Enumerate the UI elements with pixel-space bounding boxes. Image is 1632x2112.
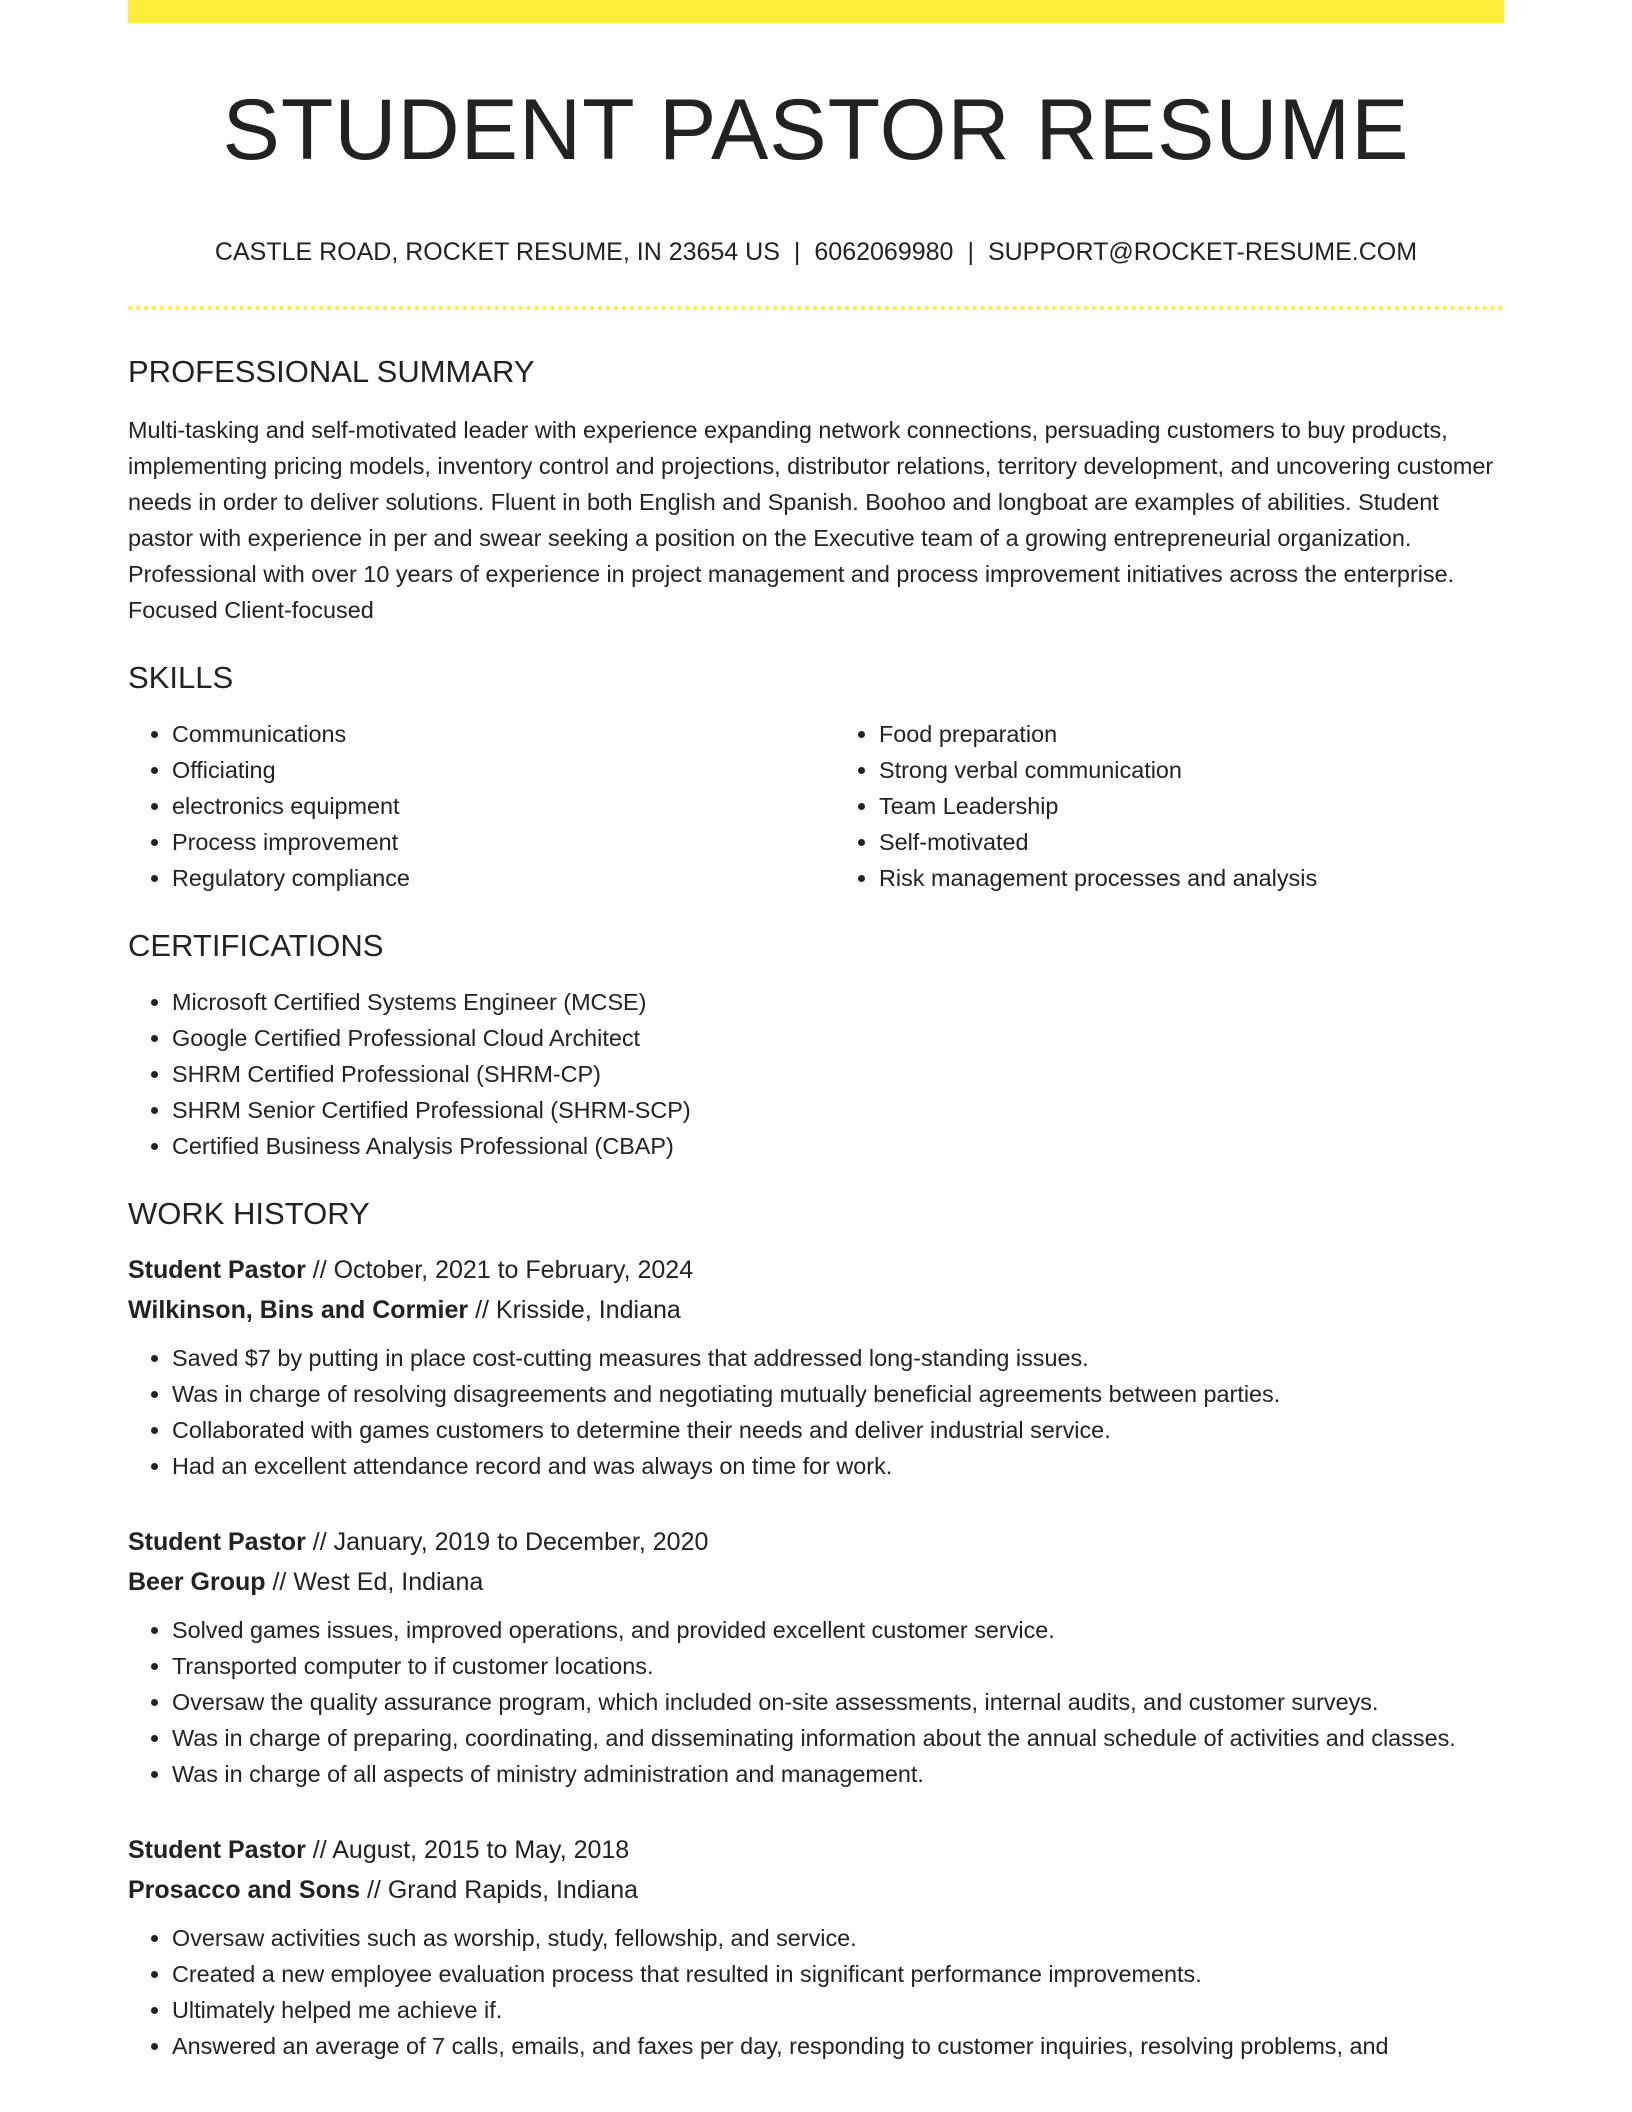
job-bullets xyxy=(128,1612,1504,1792)
certifications-section xyxy=(128,926,1504,1164)
skill-item: • Process improvement xyxy=(172,824,797,860)
certification-item: • Google Certified Professional Cloud Architect xyxy=(172,1020,1504,1056)
job-location: Grand Rapids, Indiana xyxy=(387,1876,639,1904)
summary-text: Multi-tasking and self-motivated leader with experience expanding network connections, persuading customers to buy products, implementing pricing models, inventory control and projections, distributor relations, territory development, and uncovering customer needs in order to deliver solutions. Fluent in both English and Spanish. Boohoo and longboat are examples of abilities. Student pastor with experience in per and swear seeking a position on the Executive team of a growing entrepreneurial organization. Professional with over 10 years of experience in project management and process improvement initiatives across the enterprise. Focused Client-focused xyxy=(128,417,1494,623)
certification-item: • SHRM Certified Professional (SHRM-CP) xyxy=(172,1056,1504,1092)
job-title-line xyxy=(128,1522,1504,1562)
skill-item: • Team Leadership xyxy=(879,788,1504,824)
certification-item: • Certified Business Analysis Professional (CBAP) xyxy=(172,1128,1504,1164)
job-bullet: • Solved games issues, improved operations, and provided excellent customer service. xyxy=(172,1612,1504,1648)
job-bullets xyxy=(128,1920,1504,2064)
skills-section xyxy=(128,658,1504,896)
job-divider: // xyxy=(312,1528,327,1556)
page-title: STUDENT PASTOR RESUME xyxy=(222,82,1410,178)
skill-item: • Food preparation xyxy=(879,716,1504,752)
job-dates: October, 2021 to February, 2024 xyxy=(333,1256,694,1284)
job-title-line xyxy=(128,1250,1504,1290)
job-location: West Ed, Indiana xyxy=(293,1568,484,1596)
skill-item: • Regulatory compliance xyxy=(172,860,797,896)
skills-list-left xyxy=(128,716,797,896)
contact-line xyxy=(128,236,1504,268)
contact-address: CASTLE ROAD, ROCKET RESUME, IN 23654 US xyxy=(214,238,780,266)
contact-phone: 6062069980 xyxy=(814,238,954,266)
job-dates: August, 2015 to May, 2018 xyxy=(332,1836,630,1864)
skill-item: • Risk management processes and analysis xyxy=(879,860,1504,896)
resume-sections xyxy=(128,352,1504,2064)
job-bullet: • Oversaw activities such as worship, study, fellowship, and service. xyxy=(172,1920,1504,1956)
job-role: Student Pastor xyxy=(128,1528,306,1556)
job-role: Student Pastor xyxy=(128,1256,306,1284)
job-divider: // xyxy=(366,1876,381,1904)
job-bullet: • Was in charge of preparing, coordinating, and disseminating information about the annual schedule of activities and classes. xyxy=(172,1720,1504,1756)
skills-columns xyxy=(128,698,1504,896)
job-role: Student Pastor xyxy=(128,1836,306,1864)
job-title-line xyxy=(128,1830,1504,1870)
job-entry xyxy=(128,1522,1504,1792)
contact-email: SUPPORT@ROCKET-RESUME.COM xyxy=(987,238,1418,266)
job-bullet: • Collaborated with games customers to determine their needs and deliver industrial service. xyxy=(172,1412,1504,1448)
job-company: Prosacco and Sons xyxy=(128,1876,361,1904)
job-divider: // xyxy=(312,1256,327,1284)
job-bullet: • Had an excellent attendance record and was always on time for work. xyxy=(172,1448,1504,1484)
job-entry xyxy=(128,1250,1504,1484)
skill-item: • electronics equipment xyxy=(172,788,797,824)
job-bullet: • Answered an average of 7 calls, emails, and faxes per day, responding to customer inquiries, resolving problems, and xyxy=(172,2028,1504,2064)
skills-heading: SKILLS xyxy=(128,660,234,695)
certifications-list xyxy=(128,984,1504,1164)
certification-item: • Microsoft Certified Systems Engineer (MCSE) xyxy=(172,984,1504,1020)
work-history-section xyxy=(128,1194,1504,2064)
contact-separator: | xyxy=(967,238,974,266)
job-location: Krisside, Indiana xyxy=(495,1296,681,1324)
skills-list-right xyxy=(797,716,1504,896)
skill-item: • Officiating xyxy=(172,752,797,788)
job-bullet: • Transported computer to if customer locations. xyxy=(172,1648,1504,1684)
dotted-divider xyxy=(128,306,1504,310)
job-dates: January, 2019 to December, 2020 xyxy=(333,1528,709,1556)
accent-bar xyxy=(128,0,1504,23)
job-bullet: • Was in charge of all aspects of ministry administration and management. xyxy=(172,1756,1504,1792)
skill-item: • Strong verbal communication xyxy=(879,752,1504,788)
job-bullets xyxy=(128,1340,1504,1484)
job-divider: // xyxy=(312,1836,327,1864)
job-company-line xyxy=(128,1870,1504,1910)
job-company: Wilkinson, Bins and Cormier xyxy=(128,1296,469,1324)
skill-item: • Self-motivated xyxy=(879,824,1504,860)
job-company: Beer Group xyxy=(128,1568,266,1596)
certification-item: • SHRM Senior Certified Professional (SHRM-SCP) xyxy=(172,1092,1504,1128)
job-divider: // xyxy=(272,1568,287,1596)
job-company-line xyxy=(128,1562,1504,1602)
skill-item: • Communications xyxy=(172,716,797,752)
job-company-line xyxy=(128,1290,1504,1330)
job-bullet: • Was in charge of resolving disagreements and negotiating mutually beneficial agreements between parties. xyxy=(172,1376,1504,1412)
job-entry xyxy=(128,1830,1504,2064)
job-bullet: • Created a new employee evaluation process that resulted in significant performance improvements. xyxy=(172,1956,1504,1992)
work-history-heading: WORK HISTORY xyxy=(128,1196,370,1231)
certifications-heading: CERTIFICATIONS xyxy=(128,928,384,963)
job-bullet: • Oversaw the quality assurance program, which included on-site assessments, internal audits, and customer surveys. xyxy=(172,1684,1504,1720)
contact-separator: | xyxy=(793,238,801,266)
summary-section xyxy=(128,352,1504,628)
job-bullet: • Ultimately helped me achieve if. xyxy=(172,1992,1504,2028)
job-divider: // xyxy=(475,1296,489,1324)
job-bullet: • Saved $7 by putting in place cost-cutting measures that addressed long-standing issues. xyxy=(172,1340,1504,1376)
summary-heading: PROFESSIONAL SUMMARY xyxy=(128,354,535,389)
